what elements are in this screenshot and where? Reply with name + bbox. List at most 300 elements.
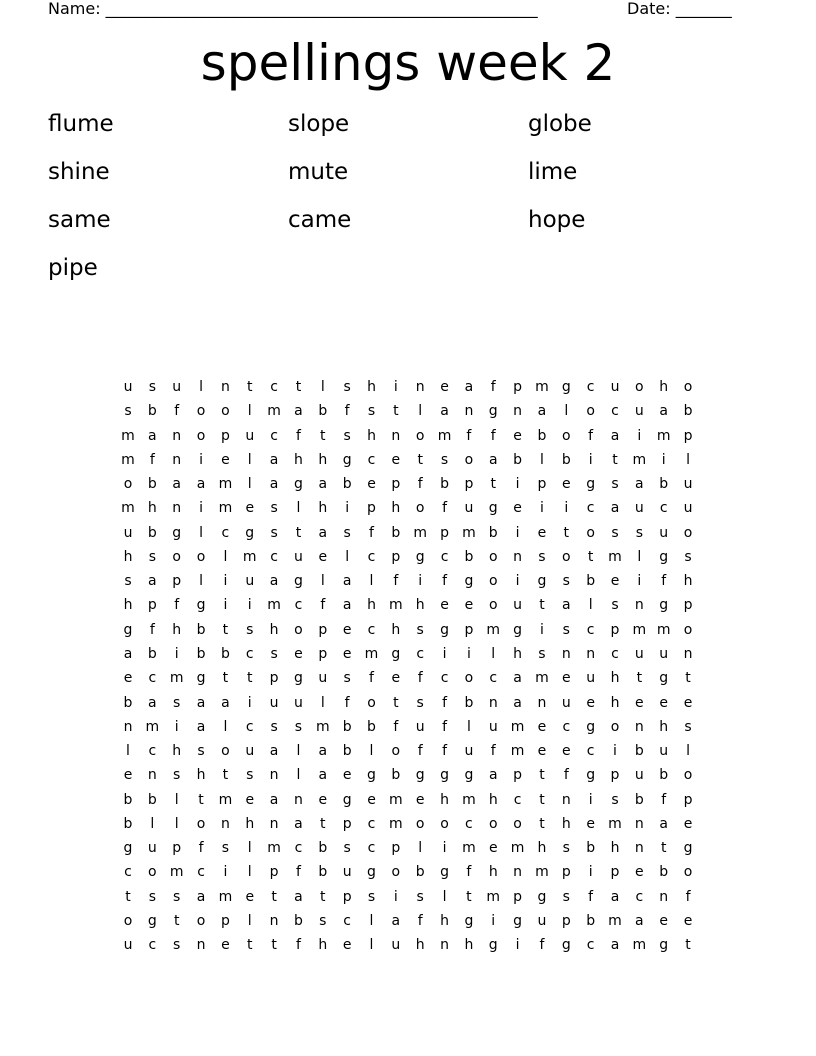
grid-letter: s [173,767,181,784]
grid-letter: f [149,621,155,638]
grid-letter: n [634,597,644,614]
grid-letter: f [685,888,691,905]
grid-letter: p [391,840,401,857]
grid-letter: c [148,743,157,760]
grid-letter: e [488,840,498,857]
grid-letter: h [367,427,376,444]
grid-letter: o [196,912,206,929]
grid-letter: s [562,621,570,638]
grid-letter: u [464,743,474,760]
grid-letter: e [221,451,230,468]
grid-letter: n [488,694,498,711]
grid-letter: f [588,427,594,444]
grid-letter: f [442,500,448,517]
grid-letter: m [267,403,281,420]
grid-letter: p [610,864,620,881]
grid-letter: n [269,767,279,784]
grid-letter: b [342,476,352,493]
grid-letter: m [632,621,647,638]
grid-letter: n [440,937,449,954]
grid-letter: f [442,743,448,760]
grid-letter: e [561,670,571,687]
grid-letter: p [391,548,401,565]
grid-letter: u [537,912,547,929]
grid-letter: m [315,718,330,735]
grid-letter: m [437,427,452,444]
grid-letter: t [587,548,594,565]
grid-letter: p [513,379,523,395]
grid-letter: o [586,524,595,541]
grid-letter: b [683,403,693,420]
grid-letter: b [123,694,133,711]
grid-letter: b [440,476,449,493]
grid-letter: g [488,937,498,954]
grid-letter: m [535,864,549,881]
grid-letter: e [123,767,133,784]
grid-letter: m [389,791,403,808]
grid-letter: n [269,912,279,929]
grid-letter: n [561,791,571,808]
grid-letter: l [174,791,179,808]
grid-letter: g [123,840,133,857]
grid-letter: b [318,864,328,881]
grid-letter: u [391,937,401,954]
grid-letter: l [296,743,301,760]
grid-letter: t [685,670,691,687]
grid-letter: p [147,597,157,614]
grid-letter: n [294,791,303,808]
grid-letter: s [611,476,619,493]
grid-letter: h [147,500,157,517]
grid-letter: u [488,718,498,735]
grid-letter: b [659,864,669,881]
grid-letter: a [342,573,352,590]
grid-letter: s [562,573,570,590]
grid-letter: u [634,500,644,517]
grid-letter: g [293,573,303,590]
grid-letter: b [488,524,498,541]
grid-letter: l [564,403,569,420]
grid-letter: b [196,645,206,662]
grid-letter: u [123,524,133,541]
grid-letter: o [683,621,693,638]
grid-letter: b [513,451,523,468]
grid-letter: a [148,427,157,444]
grid-letter: e [683,815,693,832]
grid-letter: o [562,548,571,565]
grid-letter: f [563,767,569,784]
grid-letter: m [145,718,160,735]
grid-letter: g [172,524,182,541]
grid-letter: o [196,427,206,444]
grid-letter: c [245,645,254,662]
grid-letter: s [684,548,692,565]
grid-letter: e [342,645,352,662]
grid-letter: a [123,645,133,662]
grid-letter: b [220,645,230,662]
grid-letter: h [367,597,376,614]
grid-letter: i [223,573,228,590]
grid-letter: n [659,888,669,905]
grid-letter: m [389,597,403,614]
grid-letter: m [389,815,403,832]
grid-letter: h [172,743,182,760]
grid-letter: u [123,379,133,395]
grid-letter: b [147,524,157,541]
grid-letter: m [632,451,647,468]
grid-letter: t [490,476,496,493]
grid-letter: s [173,888,181,905]
grid-letter: p [318,645,328,662]
grid-letter: e [391,451,401,468]
grid-letter: a [610,937,620,954]
grid-letter: n [683,645,693,662]
grid-letter: g [342,791,352,808]
grid-letter: g [586,718,596,735]
grid-letter: h [561,815,571,832]
grid-letter: o [683,767,693,784]
grid-letter: e [245,500,255,517]
grid-letter: a [148,694,157,711]
grid-letter: e [561,476,571,493]
grid-letter: l [247,451,252,468]
grid-letter: g [586,767,596,784]
grid-letter: b [561,451,571,468]
grid-letter: g [123,621,133,638]
grid-letter: c [294,840,303,857]
grid-letter: g [367,767,376,784]
grid-letter: t [247,379,253,395]
grid-letter: l [588,597,593,614]
grid-letter: g [586,476,596,493]
grid-letter: m [462,791,476,808]
grid-letter: t [660,840,667,857]
grid-letter: h [318,937,328,954]
grid-letter: i [223,864,228,881]
grid-letter: m [510,743,525,760]
grid-letter: p [464,476,474,493]
grid-letter: e [391,670,401,687]
grid-letter: i [442,645,447,662]
grid-letter: s [611,524,619,541]
grid-letter: t [295,379,302,395]
grid-letter: f [344,403,350,420]
word-item: shine [48,159,110,185]
grid-letter: g [464,912,474,929]
grid-letter: u [294,694,303,711]
grid-letter: m [413,524,427,541]
grid-letter: b [147,403,157,420]
grid-letter: t [539,597,545,614]
grid-letter: i [613,743,617,760]
grid-letter: s [440,451,449,468]
grid-letter: h [464,937,474,954]
grid-letter: c [489,670,498,687]
grid-letter: m [218,888,233,905]
grid-letter: f [417,476,423,493]
grid-letter: h [488,864,498,881]
grid-letter: n [147,767,157,784]
grid-letter: a [318,743,328,760]
grid-letter: f [320,597,326,614]
grid-letter: p [513,888,523,905]
grid-letter: a [294,888,303,905]
grid-letter: o [391,864,401,881]
grid-letter: b [367,718,376,735]
grid-letter: i [515,937,520,954]
grid-letter: t [417,451,423,468]
grid-letter: e [683,694,693,711]
grid-letter: o [172,548,181,565]
grid-letter: p [342,815,352,832]
grid-letter: h [269,621,279,638]
grid-letter: u [245,743,255,760]
grid-letter: s [294,718,303,735]
grid-letter: b [415,864,425,881]
grid-letter: u [659,524,669,541]
grid-letter: g [513,621,523,638]
grid-letter: s [684,718,692,735]
grid-letter: a [294,815,303,832]
grid-letter: o [415,500,425,517]
grid-letter: g [293,670,303,687]
grid-letter: t [539,791,545,808]
grid-letter: b [634,743,644,760]
grid-letter: o [683,379,693,395]
grid-letter: b [391,767,401,784]
grid-letter: m [121,427,135,444]
grid-letter: m [267,840,281,857]
grid-letter: m [462,840,476,857]
grid-letter: h [318,500,328,517]
grid-letter: o [367,694,376,711]
grid-letter: e [464,597,474,614]
grid-letter: a [294,403,303,420]
grid-letter: b [586,573,596,590]
grid-letter: e [610,573,620,590]
grid-letter: g [464,767,474,784]
grid-letter: b [634,791,644,808]
grid-letter: s [319,912,327,929]
grid-letter: e [537,524,547,541]
word-item: flume [48,111,114,137]
grid-letter: p [561,864,571,881]
grid-letter: m [535,379,549,395]
grid-letter: t [636,670,643,687]
grid-letter: f [344,694,350,711]
grid-letter: o [123,912,133,929]
grid-letter: o [513,815,522,832]
grid-letter: i [442,840,447,857]
grid-letter: g [659,548,669,565]
grid-letter: c [586,937,595,954]
grid-letter: h [659,379,669,395]
grid-letter: a [440,403,449,420]
grid-letter: a [391,912,401,929]
grid-letter: e [367,476,376,493]
grid-letter: h [440,912,449,929]
grid-letter: g [440,864,449,881]
grid-letter: f [539,937,545,954]
grid-letter: t [222,767,229,784]
grid-letter: n [634,718,644,735]
grid-letter: h [659,718,669,735]
grid-letter: g [415,767,425,784]
grid-letter: p [220,912,230,929]
grid-letter: m [462,524,476,541]
grid-letter: a [635,476,644,493]
grid-letter: s [270,718,278,735]
grid-letter: c [367,621,376,638]
grid-letter: c [367,840,376,857]
grid-letter: g [488,500,498,517]
grid-letter: c [294,597,303,614]
grid-letter: u [610,379,620,395]
grid-letter: n [513,864,523,881]
grid-letter: l [369,937,374,954]
grid-letter: e [294,645,303,662]
grid-letter: o [391,743,401,760]
grid-letter: e [342,621,352,638]
grid-letter: o [221,743,230,760]
grid-letter: l [247,864,252,881]
grid-letter: i [247,597,252,614]
grid-letter: s [416,694,424,711]
grid-letter: s [148,548,156,565]
grid-letter: t [247,670,253,687]
grid-letter: n [464,403,474,420]
grid-letter: p [172,573,182,590]
grid-letter: u [683,476,693,493]
grid-letter: m [218,476,233,493]
grid-letter: o [123,476,133,493]
grid-letter: s [173,694,181,711]
grid-letter: u [147,840,157,857]
grid-letter: s [124,573,132,590]
grid-letter: p [610,767,620,784]
grid-letter: a [196,888,206,905]
grid-letter: l [686,451,690,468]
grid-letter: s [197,743,205,760]
grid-letter: e [245,791,255,808]
grid-letter: p [318,621,328,638]
grid-letter: p [220,427,230,444]
grid-letter: i [515,476,520,493]
grid-letter: n [513,548,523,565]
grid-letter: s [343,427,351,444]
date-field-label: Date: _______ [627,0,732,18]
word-item: same [48,207,111,233]
grid-letter: i [199,500,203,517]
grid-letter: p [269,864,279,881]
grid-letter: n [196,937,206,954]
grid-letter: c [148,670,157,687]
grid-letter: i [491,912,496,929]
grid-letter: f [295,427,301,444]
grid-letter: o [562,427,571,444]
grid-letter: c [367,451,376,468]
grid-letter: a [562,597,571,614]
grid-letter: f [466,864,472,881]
grid-letter: m [218,500,233,517]
grid-letter: h [513,645,523,662]
word-item: pipe [48,255,98,281]
grid-letter: m [242,548,257,565]
grid-letter: a [488,767,498,784]
grid-letter: o [586,403,595,420]
grid-letter: c [586,743,595,760]
grid-letter: p [269,670,279,687]
grid-letter: t [563,524,570,541]
grid-letter: g [488,403,498,420]
grid-letter: i [588,864,593,881]
grid-letter: b [318,840,328,857]
grid-letter: l [539,451,544,468]
grid-letter: e [245,888,255,905]
word-item: lime [528,159,578,185]
grid-letter: f [466,427,472,444]
grid-letter: a [269,573,279,590]
grid-letter: g [659,670,669,687]
grid-letter: g [659,937,669,954]
grid-letter: o [488,548,498,565]
grid-letter: s [246,767,254,784]
grid-letter: l [442,888,447,905]
grid-letter: i [223,597,228,614]
grid-letter: s [343,379,351,395]
name-field-label: Name: ______________________________________________________ [48,0,538,18]
grid-letter: n [172,500,182,517]
grid-letter: f [369,524,374,541]
grid-letter: t [222,621,229,638]
grid-letter: n [634,815,644,832]
word-item: globe [528,111,592,137]
grid-letter: t [539,815,545,832]
grid-letter: l [418,840,423,857]
grid-letter: l [199,379,203,395]
grid-letter: c [635,888,644,905]
grid-letter: o [635,379,644,395]
grid-letter: s [367,403,376,420]
grid-letter: n [269,815,279,832]
grid-letter: g [537,888,547,905]
grid-letter: h [415,937,425,954]
grid-letter: f [490,427,496,444]
grid-letter: c [270,427,278,444]
grid-letter: s [221,840,230,857]
grid-letter: t [320,427,326,444]
grid-letter: u [318,670,328,687]
grid-letter: e [683,912,693,929]
grid-letter: u [586,670,596,687]
grid-letter: n [391,427,401,444]
grid-letter: m [535,670,549,687]
grid-letter: e [367,791,376,808]
grid-letter: b [464,694,474,711]
grid-letter: a [318,476,328,493]
grid-letter: t [222,670,229,687]
grid-letter: c [197,864,205,881]
grid-letter: l [369,912,374,929]
grid-letter: p [367,500,376,517]
grid-letter: g [391,645,401,662]
grid-letter: c [586,379,595,395]
grid-letter: g [342,451,352,468]
grid-letter: n [513,403,523,420]
word-item: came [288,207,352,233]
grid-letter: i [564,500,569,517]
grid-letter: i [174,718,179,735]
